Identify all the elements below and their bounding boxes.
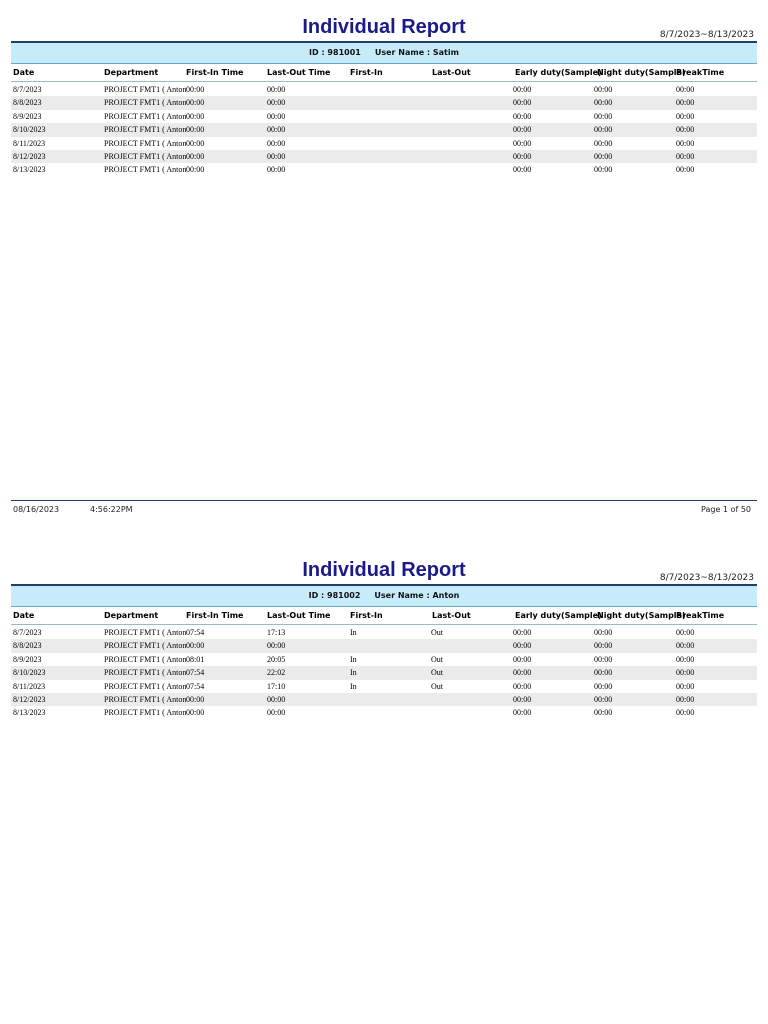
cell-break-time: 00:00: [676, 111, 695, 121]
cell-break-time: 00:00: [676, 641, 695, 651]
table-row: [11, 163, 757, 176]
col-first-in-time: First-In Time: [186, 611, 244, 620]
user-id-band: [11, 43, 757, 64]
col-break-time: BreakTime: [676, 611, 725, 620]
col-date: Date: [13, 68, 35, 77]
print-time: 4:56:22PM: [90, 505, 133, 514]
table-row: [11, 110, 757, 123]
table-row: [11, 666, 757, 679]
cell-early-duty: 00:00: [513, 151, 532, 161]
col-early-duty: Early duty(Sample): [515, 611, 602, 620]
user-id: ID : 981001: [309, 48, 361, 57]
cell-first-in-time: 00:00: [186, 165, 205, 175]
cell-night-duty: 00:00: [594, 681, 613, 691]
table-row: [11, 706, 757, 719]
report-title: Individual Report: [302, 559, 466, 581]
cell-last-out: Out: [431, 654, 443, 664]
cell-last-out: Out: [431, 628, 443, 637]
cell-department: PROJECT FMT1 ( Anton: [104, 165, 186, 175]
cell-department: PROJECT FMT1 ( Anton: [104, 98, 186, 108]
cell-early-duty: 00:00: [513, 85, 532, 94]
cell-night-duty: 00:00: [594, 668, 613, 678]
cell-date: 8/7/2023: [13, 85, 42, 94]
table-row: [11, 693, 757, 706]
table-row: [11, 96, 757, 109]
cell-first-in-time: 00:00: [186, 151, 205, 161]
date-range: 8/7/2023~8/13/2023: [659, 573, 754, 583]
cell-first-in-time: 07:54: [186, 628, 205, 637]
cell-early-duty: 00:00: [513, 165, 532, 175]
cell-last-out-time: 00:00: [267, 125, 286, 135]
cell-first-in-time: 00:00: [186, 85, 205, 94]
cell-break-time: 00:00: [676, 654, 695, 664]
cell-first-in-time: 00:00: [186, 98, 205, 108]
footer-divider: [11, 500, 757, 501]
cell-department: PROJECT FMT1 ( Anton: [104, 85, 186, 94]
cell-first-in-time: 07:54: [186, 681, 205, 691]
cell-first-in-time: 00:00: [186, 641, 205, 651]
cell-last-out-time: 17:10: [267, 681, 286, 691]
cell-last-out-time: 00:00: [267, 151, 286, 161]
cell-last-out: Out: [431, 668, 443, 678]
col-early-duty: Early duty(Sample): [515, 68, 602, 77]
cell-date: 8/9/2023: [13, 111, 42, 121]
cell-first-in: In: [350, 681, 357, 691]
cell-last-out-time: 00:00: [267, 641, 286, 651]
table-row: [11, 639, 757, 652]
cell-night-duty: 00:00: [594, 138, 613, 148]
col-break-time: BreakTime: [676, 68, 725, 77]
cell-break-time: 00:00: [676, 694, 695, 704]
page-number: Page 1 of 50: [701, 505, 751, 514]
col-night-duty: Night duty(Sample): [597, 68, 686, 77]
cell-night-duty: 00:00: [594, 694, 613, 704]
cell-date: 8/12/2023: [13, 694, 46, 704]
cell-department: PROJECT FMT1 ( Anton: [104, 708, 186, 718]
cell-early-duty: 00:00: [513, 628, 532, 637]
cell-date: 8/9/2023: [13, 654, 42, 664]
table-row: [11, 653, 757, 666]
cell-night-duty: 00:00: [594, 165, 613, 175]
cell-department: PROJECT FMT1 ( Anton: [104, 654, 186, 664]
cell-early-duty: 00:00: [513, 125, 532, 135]
cell-night-duty: 00:00: [594, 628, 613, 637]
cell-early-duty: 00:00: [513, 668, 532, 678]
cell-first-in-time: 00:00: [186, 125, 205, 135]
cell-last-out-time: 00:00: [267, 165, 286, 175]
cell-early-duty: 00:00: [513, 694, 532, 704]
cell-early-duty: 00:00: [513, 708, 532, 718]
table-row: [11, 83, 757, 96]
cell-department: PROJECT FMT1 ( Anton: [104, 125, 186, 135]
table-row: [11, 680, 757, 693]
report-title: Individual Report: [302, 16, 466, 38]
cell-last-out-time: 22:02: [267, 668, 286, 678]
cell-night-duty: 00:00: [594, 111, 613, 121]
cell-night-duty: 00:00: [594, 151, 613, 161]
report-header: [0, 0, 768, 40]
user-name: User Name : Anton: [374, 591, 460, 600]
cell-early-duty: 00:00: [513, 654, 532, 664]
cell-date: 8/10/2023: [13, 668, 46, 678]
cell-night-duty: 00:00: [594, 708, 613, 718]
cell-department: PROJECT FMT1 ( Anton: [104, 694, 186, 704]
cell-break-time: 00:00: [676, 151, 695, 161]
cell-last-out-time: 00:00: [267, 85, 286, 94]
cell-last-out-time: 20:05: [267, 654, 286, 664]
cell-last-out-time: 00:00: [267, 708, 286, 718]
table-header: [11, 64, 757, 82]
cell-night-duty: 00:00: [594, 641, 613, 651]
cell-early-duty: 00:00: [513, 98, 532, 108]
page-footer: [0, 498, 768, 518]
cell-last-out-time: 00:00: [267, 98, 286, 108]
cell-date: 8/11/2023: [13, 681, 46, 691]
cell-last-out-time: 17:13: [267, 628, 286, 637]
cell-early-duty: 00:00: [513, 681, 532, 691]
cell-date: 8/7/2023: [13, 628, 42, 637]
user-id-band: [11, 586, 757, 607]
cell-first-in: In: [350, 668, 357, 678]
cell-break-time: 00:00: [676, 98, 695, 108]
cell-night-duty: 00:00: [594, 85, 613, 94]
table-row: [11, 137, 757, 150]
cell-break-time: 00:00: [676, 125, 695, 135]
cell-first-in-time: 00:00: [186, 708, 205, 718]
cell-department: PROJECT FMT1 ( Anton: [104, 151, 186, 161]
cell-first-in-time: 08:01: [186, 654, 205, 664]
cell-night-duty: 00:00: [594, 125, 613, 135]
col-first-in: First-In: [350, 68, 383, 77]
col-last-out-time: Last-Out Time: [267, 611, 331, 620]
user-id: ID : 981002: [308, 591, 361, 600]
cell-night-duty: 00:00: [594, 654, 613, 664]
cell-early-duty: 00:00: [513, 641, 532, 651]
col-night-duty: Night duty(Sample): [597, 611, 686, 620]
cell-date: 8/10/2023: [13, 125, 46, 135]
table-body: [11, 83, 757, 177]
col-last-out-time: Last-Out Time: [267, 68, 331, 77]
table-row: [11, 626, 757, 639]
cell-first-in-time: 00:00: [186, 111, 205, 121]
cell-first-in-time: 00:00: [186, 138, 205, 148]
cell-break-time: 00:00: [676, 668, 695, 678]
cell-break-time: 00:00: [676, 165, 695, 175]
cell-break-time: 00:00: [676, 628, 695, 637]
table-row: [11, 123, 757, 136]
cell-break-time: 00:00: [676, 708, 695, 718]
table-body: [11, 626, 757, 720]
cell-department: PROJECT FMT1 ( Anton: [104, 668, 186, 678]
cell-break-time: 00:00: [676, 681, 695, 691]
table-header: [11, 607, 757, 625]
date-range: 8/7/2023~8/13/2023: [659, 30, 754, 40]
cell-last-out-time: 00:00: [267, 694, 286, 704]
cell-date: 8/12/2023: [13, 151, 46, 161]
cell-first-in: In: [350, 654, 357, 664]
cell-department: PROJECT FMT1 ( Anton: [104, 138, 186, 148]
cell-night-duty: 00:00: [594, 98, 613, 108]
report-header: [0, 543, 768, 583]
col-last-out: Last-Out: [432, 68, 471, 77]
cell-date: 8/13/2023: [13, 708, 46, 718]
cell-break-time: 00:00: [676, 138, 695, 148]
cell-last-out-time: 00:00: [267, 138, 286, 148]
col-last-out: Last-Out: [432, 611, 471, 620]
cell-date: 8/8/2023: [13, 641, 42, 651]
col-department: Department: [104, 68, 159, 77]
cell-break-time: 00:00: [676, 85, 695, 94]
col-first-in: First-In: [350, 611, 383, 620]
cell-last-out-time: 00:00: [267, 111, 286, 121]
print-date: 08/16/2023: [13, 505, 60, 514]
cell-date: 8/11/2023: [13, 138, 46, 148]
cell-first-in: In: [350, 628, 357, 637]
user-name: User Name : Satim: [374, 48, 459, 57]
col-department: Department: [104, 611, 159, 620]
cell-department: PROJECT FMT1 ( Anton: [104, 111, 186, 121]
cell-date: 8/8/2023: [13, 98, 42, 108]
cell-first-in-time: 07:54: [186, 668, 205, 678]
cell-department: PROJECT FMT1 ( Anton: [104, 628, 186, 637]
cell-department: PROJECT FMT1 ( Anton: [104, 681, 186, 691]
cell-early-duty: 00:00: [513, 138, 532, 148]
col-date: Date: [13, 611, 35, 620]
table-row: [11, 150, 757, 163]
col-first-in-time: First-In Time: [186, 68, 244, 77]
report-page-2: [0, 543, 768, 718]
cell-department: PROJECT FMT1 ( Anton: [104, 641, 186, 651]
cell-date: 8/13/2023: [13, 165, 46, 175]
cell-first-in-time: 00:00: [186, 694, 205, 704]
cell-early-duty: 00:00: [513, 111, 532, 121]
cell-last-out: Out: [431, 681, 443, 691]
